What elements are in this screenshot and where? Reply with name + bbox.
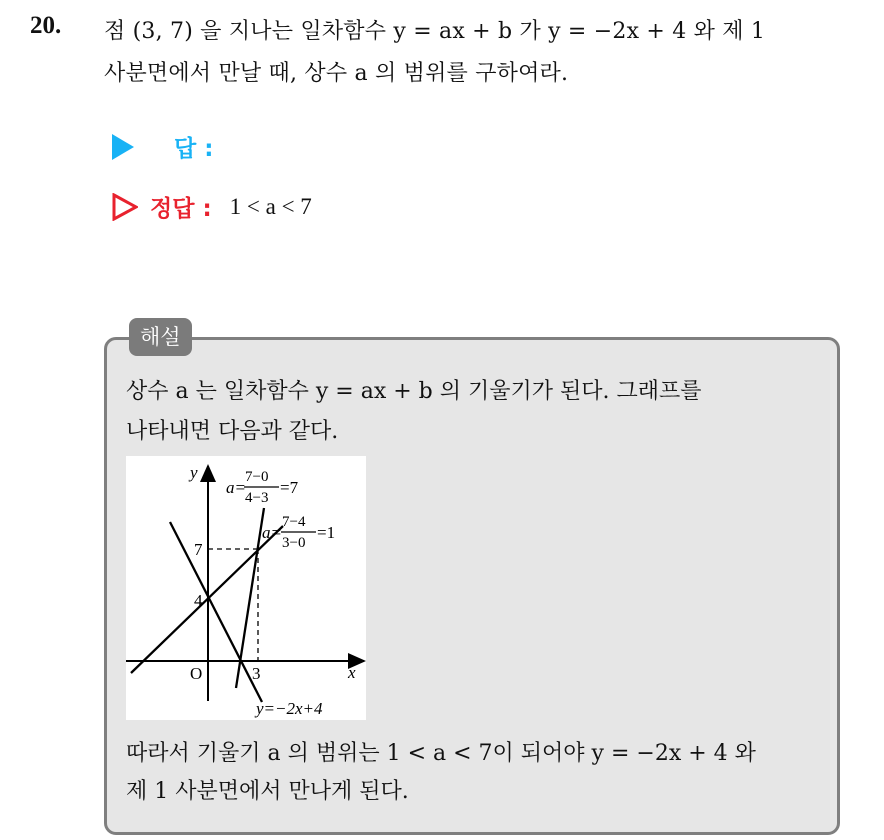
slope1-numerator: 7−4 — [282, 514, 306, 530]
origin-label: O — [190, 664, 203, 683]
graph-svg — [126, 456, 366, 720]
x-axis-label: x — [348, 663, 356, 682]
slope7-denominator: 4−3 — [245, 490, 269, 506]
tick-4: 4 — [194, 591, 203, 610]
explanation-line-1: 상수 a 는 일차함수 y = ax + b 의 기울기가 된다. 그래프를 — [126, 379, 702, 404]
slope1-denominator: 3−0 — [282, 535, 306, 551]
explanation-line-4: 제 1 사분면에서 만나게 된다. — [126, 779, 409, 804]
question-number: 20. — [30, 12, 62, 39]
correct-answer-label: 정답 : — [150, 196, 212, 222]
question-text-line-2: 사분면에서 만날 때, 상수 a 의 범위를 구하여라. — [104, 61, 569, 86]
correct-answer-value: 1 < a < 7 — [229, 193, 312, 219]
slope1-prefix: a= — [262, 523, 282, 542]
tick-7: 7 — [194, 540, 203, 559]
play-outline-icon — [112, 193, 138, 221]
play-filled-icon — [112, 134, 134, 160]
slope7-prefix: a= — [226, 478, 246, 497]
line-equation-label: y=−2x+4 — [256, 699, 323, 718]
answer-row — [112, 130, 213, 163]
slope7-numerator: 7−0 — [245, 469, 269, 485]
explanation-tag: 해설 — [129, 318, 192, 356]
explanation-line-3: 따라서 기울기 a 의 범위는 1 < a < 7이 되어야 y = −2x + 4 와 — [126, 741, 756, 766]
slope1-result: =1 — [317, 523, 336, 542]
explanation-line-2: 나타내면 다음과 같다. — [126, 419, 339, 444]
tick-3: 3 — [252, 664, 261, 683]
y-axis-label: y — [190, 463, 198, 482]
question-text-line-1: 점 (3, 7) 을 지나는 일차함수 y = ax + b 가 y = −2x + 4 와 제 1 — [104, 19, 766, 44]
graph-figure — [126, 456, 366, 720]
slope7-result: =7 — [280, 478, 299, 497]
correct-answer-row — [112, 190, 312, 223]
answer-label: 답 : — [174, 136, 214, 162]
